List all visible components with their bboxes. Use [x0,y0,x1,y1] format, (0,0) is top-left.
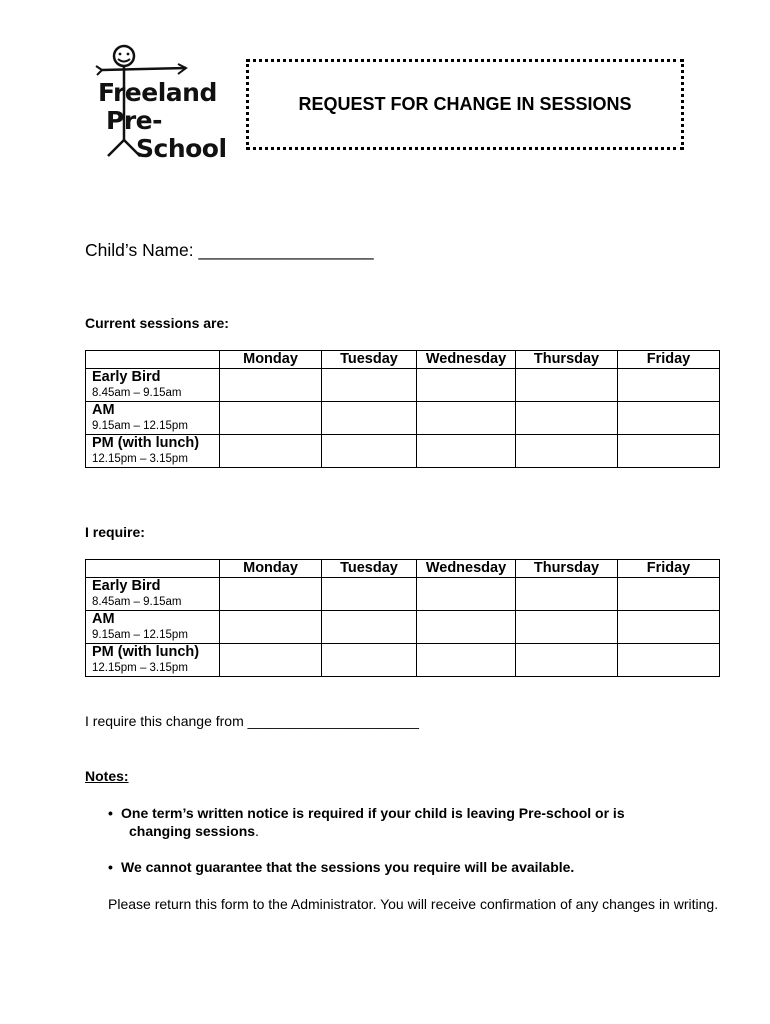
header-day: Friday [618,560,720,578]
table-header-row [86,560,720,578]
session-name: Early Bird [92,369,161,385]
session-cell[interactable] [417,435,516,468]
session-cell[interactable] [220,402,322,435]
session-cell[interactable] [220,369,322,402]
header-day: Monday [220,351,322,369]
session-cell[interactable] [417,644,516,677]
logo-line: Pre- [106,106,162,135]
change-from-field[interactable]: I require this change from ______________________ [85,713,419,729]
session-cell[interactable] [220,578,322,611]
session-label [86,402,220,435]
header-day: Wednesday [417,560,516,578]
session-cell[interactable] [322,644,417,677]
bullet-icon: • [108,859,113,875]
preschool-logo [94,44,227,164]
session-cell[interactable] [417,611,516,644]
header-day: Thursday [516,560,618,578]
title-box [246,59,684,150]
header-day: Monday [220,560,322,578]
table-row [86,435,720,468]
page-title: REQUEST FOR CHANGE IN SESSIONS [298,94,632,114]
session-cell[interactable] [417,369,516,402]
header-day: Tuesday [322,351,417,369]
session-cell[interactable] [322,369,417,402]
table-row [86,369,720,402]
session-time: 9.15am – 12.15pm [92,629,188,641]
session-cell[interactable] [220,435,322,468]
session-cell[interactable] [618,644,720,677]
session-cell[interactable] [516,611,618,644]
session-cell[interactable] [516,435,618,468]
session-cell[interactable] [417,578,516,611]
session-time: 12.15pm – 3.15pm [92,453,188,465]
note-notice [108,804,708,840]
current-sessions-table [85,350,720,468]
session-cell[interactable] [618,369,720,402]
session-label [86,369,220,402]
session-cell[interactable] [516,369,618,402]
header-day: Wednesday [417,351,516,369]
note-guarantee [108,858,708,876]
table-header-row [86,351,720,369]
required-sessions-label: I require: [85,524,145,540]
header-day: Friday [618,351,720,369]
session-cell[interactable] [618,578,720,611]
table-row [86,402,720,435]
session-time: 12.15pm – 3.15pm [92,662,188,674]
bullet-icon: • [108,805,113,821]
logo-line: School [136,134,227,163]
current-sessions-label: Current sessions are: [85,315,229,331]
header-blank [86,351,220,369]
session-time: 8.45am – 9.15am [92,387,182,399]
header-day: Thursday [516,351,618,369]
child-name-field[interactable]: Child’s Name: __________________ [85,240,374,260]
session-cell[interactable] [322,578,417,611]
session-name: AM [92,402,115,418]
session-cell[interactable] [322,435,417,468]
note-text: changing sessions [129,823,256,839]
session-cell[interactable] [516,402,618,435]
session-cell[interactable] [516,644,618,677]
logo-line: Freeland [98,78,217,107]
table-row [86,578,720,611]
note-text: One term’s written notice is required if your child is leaving Pre-school or is [121,805,625,821]
session-cell[interactable] [618,611,720,644]
session-cell[interactable] [220,611,322,644]
session-label [86,611,220,644]
session-cell[interactable] [417,402,516,435]
session-cell[interactable] [516,578,618,611]
session-time: 9.15am – 12.15pm [92,420,188,432]
session-cell[interactable] [322,611,417,644]
session-cell[interactable] [322,402,417,435]
required-sessions-table [85,559,720,677]
session-name: PM (with lunch) [92,435,200,451]
session-cell[interactable] [220,644,322,677]
header-day: Tuesday [322,560,417,578]
session-cell[interactable] [618,402,720,435]
session-name: PM (with lunch) [92,644,200,660]
session-label [86,644,220,677]
table-row [86,644,720,677]
session-name: Early Bird [92,578,161,594]
note-text: We cannot guarantee that the sessions you require will be available. [121,859,575,875]
note-period: . [255,823,259,839]
table-row [86,611,720,644]
session-time: 8.45am – 9.15am [92,596,182,608]
session-label [86,435,220,468]
session-cell[interactable] [618,435,720,468]
session-name: AM [92,611,115,627]
header-blank [86,560,220,578]
notes-heading: Notes: [85,768,129,784]
session-label [86,578,220,611]
return-instructions: Please return this form to the Administrator. You will receive confirmation of any changes in writing. [108,896,719,912]
